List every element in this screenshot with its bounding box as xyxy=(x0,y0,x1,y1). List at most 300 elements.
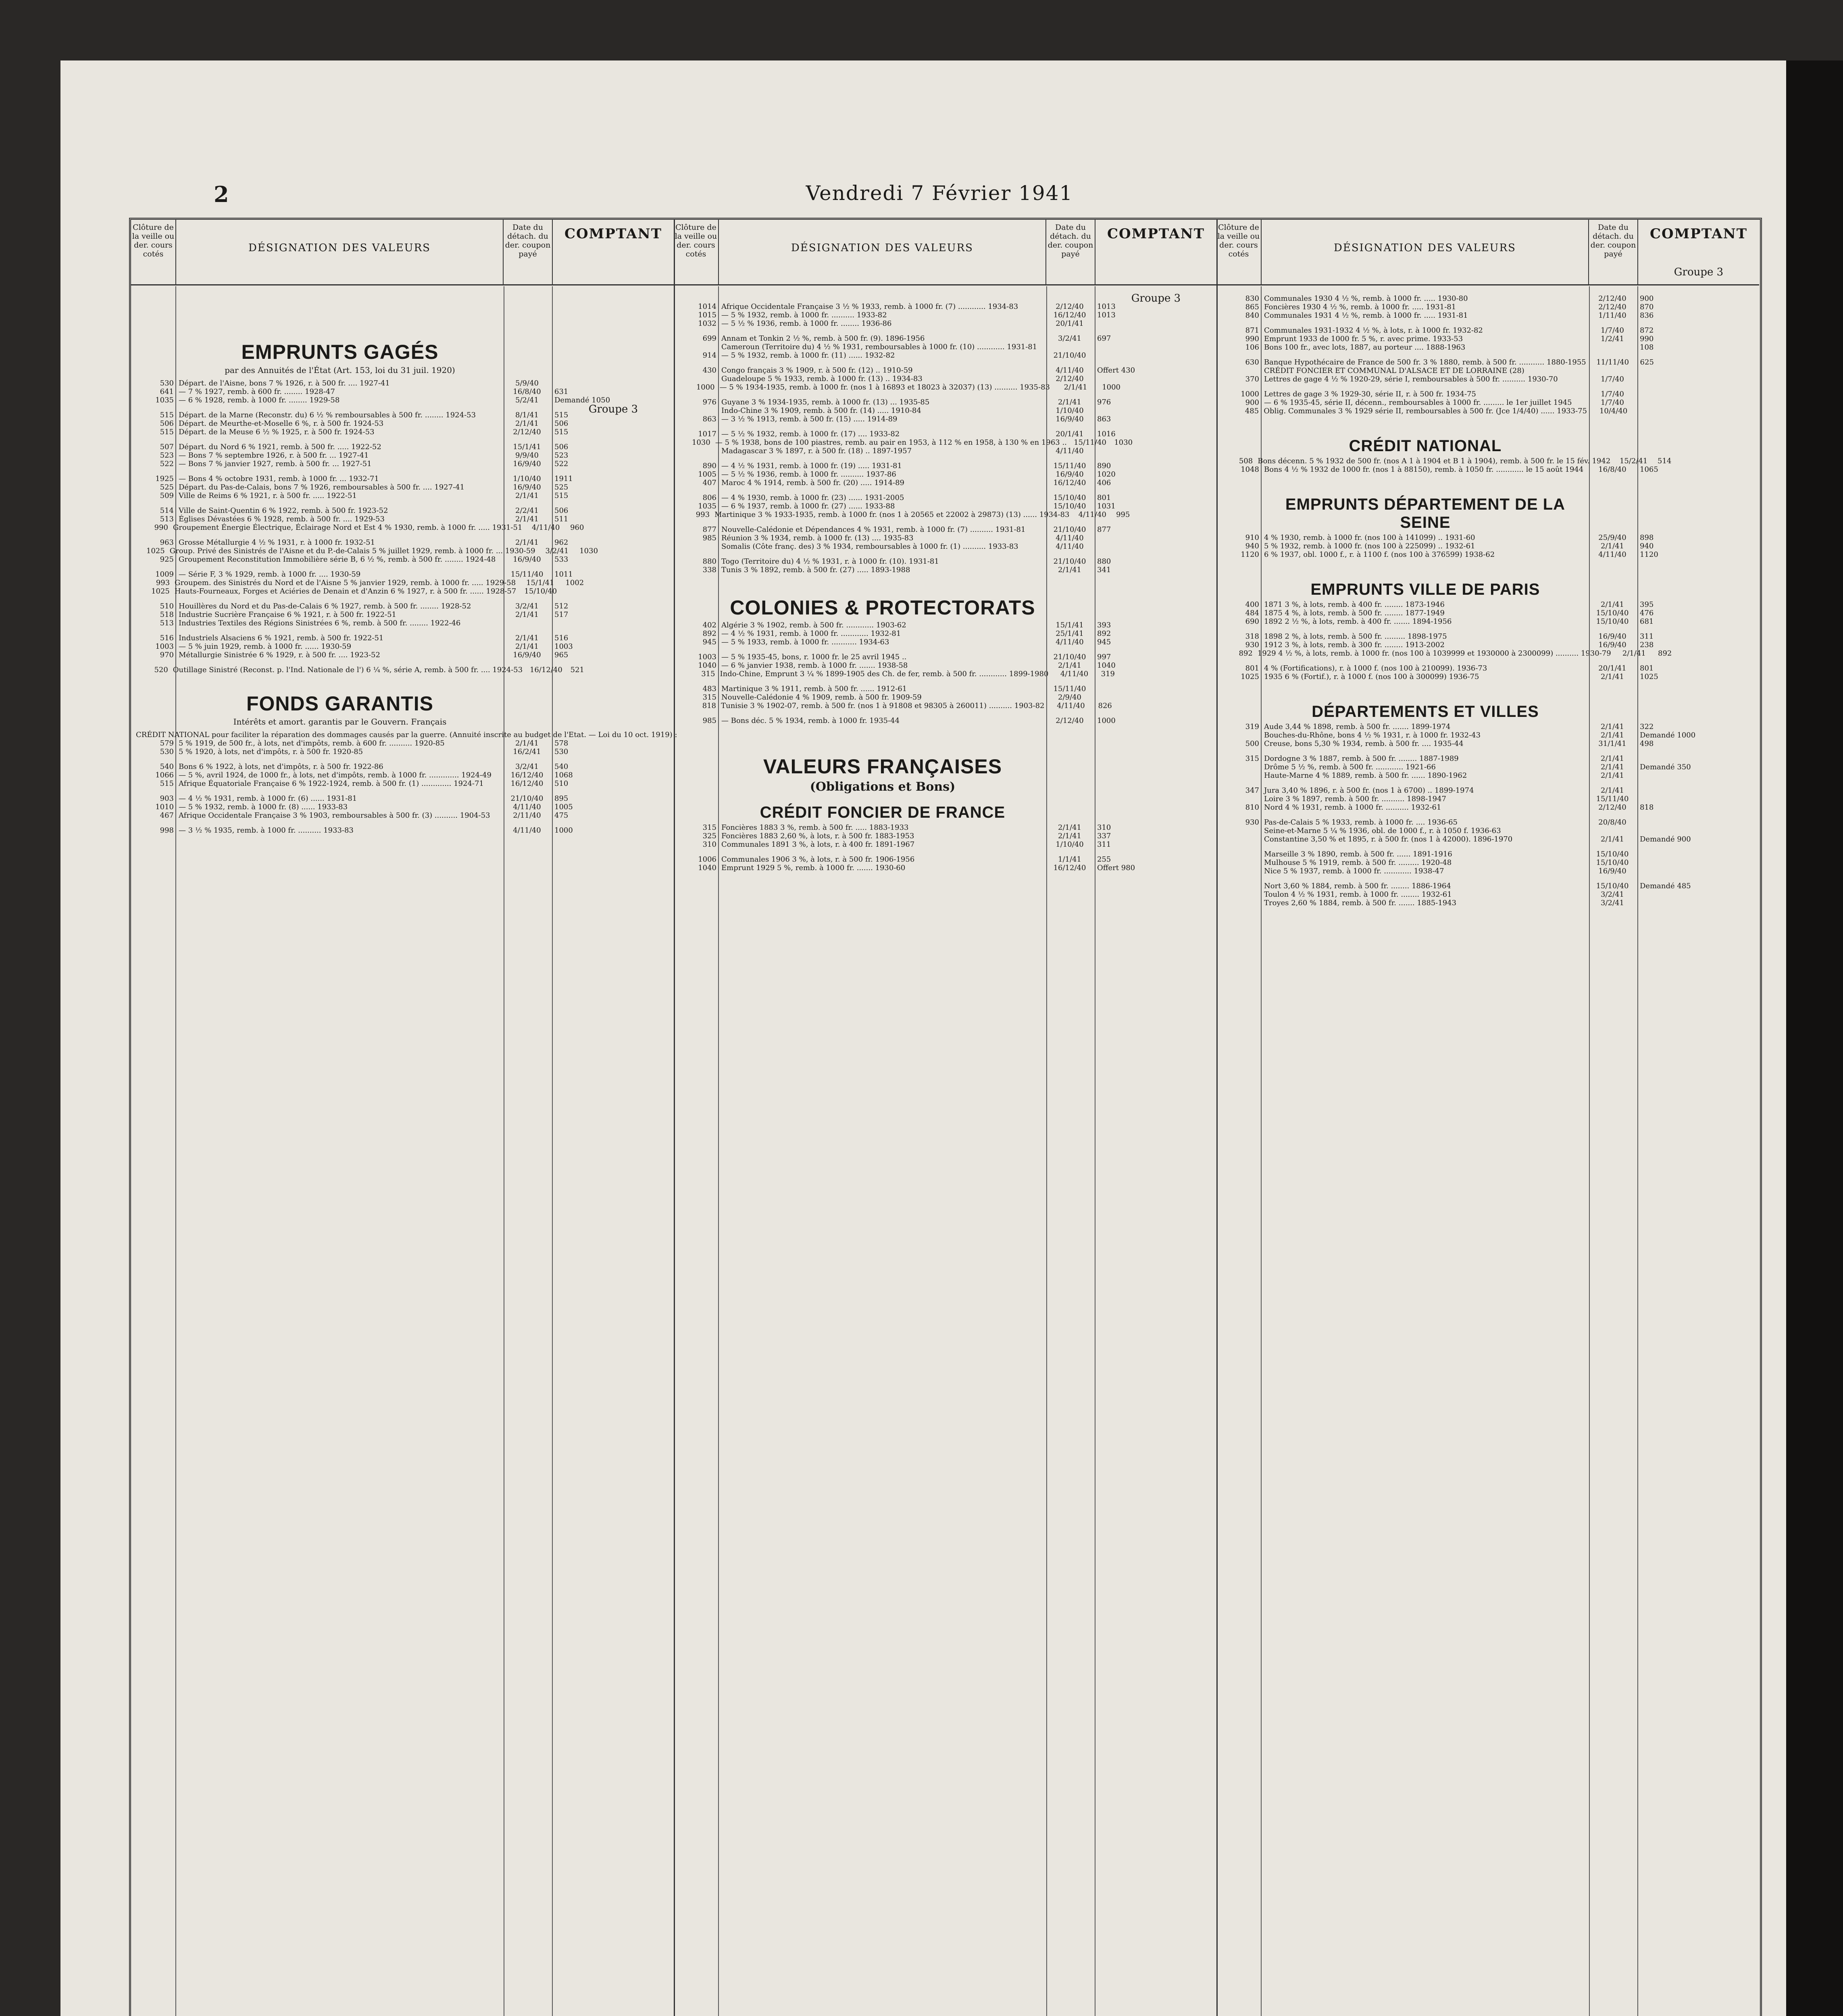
designation-cell: Group. Privé des Sinistrés de l'Aisne et du P.-de-Calais 5 % juillet 1929, remb. à 1000 fr. ... 1930-59 xyxy=(169,547,535,555)
previous-close-cell: 400 xyxy=(1245,600,1259,609)
table-row xyxy=(1216,457,1759,465)
previous-close-cell: 985 xyxy=(702,716,716,725)
comptant-cell: 976 xyxy=(1097,398,1111,406)
coupon-date-cell: 1/11/40 xyxy=(1598,311,1626,320)
table-row xyxy=(674,702,1216,710)
table-row xyxy=(131,731,677,739)
coupon-date-cell: 21/10/40 xyxy=(1053,525,1086,534)
previous-close-cell: 900 xyxy=(1245,398,1259,407)
table-row xyxy=(1216,294,1759,303)
coupon-date-cell: 2/1/41 xyxy=(515,610,539,619)
previous-close-cell: 483 xyxy=(702,685,716,693)
comptant-cell: 522 xyxy=(554,460,569,468)
coupon-date-cell: 20/1/41 xyxy=(1056,430,1084,438)
table-row xyxy=(1216,867,1759,875)
previous-close-cell: 530 xyxy=(160,748,174,756)
comptant-cell: 836 xyxy=(1640,311,1654,320)
entries-list xyxy=(1216,723,1759,907)
comptant-cell: 1030 xyxy=(579,547,598,555)
designation-cell: — 4 ½ % 1931, remb. à 1000 fr. (6) ...... 1931-81 xyxy=(179,794,357,803)
comptant-cell xyxy=(1095,534,1216,542)
coupon-date-cell: 15/2/41 xyxy=(1619,457,1648,465)
designation-cell: Lettres de gage 4 ½ % 1920-29, série I, remboursables à 500 fr. .......... 1930-70 xyxy=(1264,375,1558,383)
table-row xyxy=(674,415,1216,423)
previous-close-cell: 515 xyxy=(160,428,174,436)
previous-close-cell: 319 xyxy=(1245,723,1259,731)
previous-close-cell: 925 xyxy=(160,555,174,564)
previous-close-cell: 990 xyxy=(154,523,168,532)
entries-list xyxy=(674,302,1216,574)
previous-close-cell: 315 xyxy=(1245,754,1259,763)
coupon-date-cell: 2/1/41 xyxy=(515,538,539,547)
coupon-date-cell: 20/1/41 xyxy=(1598,664,1626,673)
previous-close-cell: 514 xyxy=(160,506,174,515)
table-row xyxy=(674,502,1216,510)
coupon-date-cell: 4/11/40 xyxy=(1056,638,1084,646)
comptant-cell: 1013 xyxy=(1097,302,1116,311)
previous-close-cell: 940 xyxy=(1245,542,1259,550)
table-row xyxy=(131,555,674,564)
comptant-cell: 521 xyxy=(570,666,584,674)
comptant-cell: 1030 xyxy=(1114,438,1133,447)
designation-cell: Bons décenn. 5 % 1932 de 500 fr. (nos A 1 à 1904 et B 1 à 1904), remb. à 500 fr. le 15 fév. 1942 xyxy=(1258,457,1611,465)
coupon-date-cell xyxy=(1589,343,1637,352)
table-row xyxy=(674,534,1216,542)
comptant-cell: 697 xyxy=(1097,334,1111,343)
designation-cell: CRÉDIT FONCIER ET COMMUNAL D'ALSACE ET DE LORRAINE (28) xyxy=(1264,367,1524,375)
designation-cell: — 6 % 1935-45, série II, décenn., remboursables à 1000 fr. ......... le 1er juillet 1945 xyxy=(1264,398,1572,407)
comptant-cell xyxy=(1637,754,1759,763)
header-coupon-date: Date du détach. du der. coupon payé xyxy=(1046,220,1095,284)
designation-cell: 5 % 1920, à lots, net d'impôts, r. à 500 fr. 1920-85 xyxy=(179,748,363,756)
coupon-date-cell: 2/1/41 xyxy=(1058,566,1081,574)
comptant-cell: 880 xyxy=(1097,557,1111,566)
comptant-cell: 995 xyxy=(1116,510,1130,519)
comptant-cell: 1013 xyxy=(1097,311,1116,319)
comptant-cell: 990 xyxy=(1640,335,1654,343)
coupon-date-cell: 15/11/40 xyxy=(1053,685,1086,693)
table-row xyxy=(1216,890,1759,899)
comptant-cell: 319 xyxy=(1101,670,1115,678)
table-row xyxy=(1216,303,1759,311)
coupon-date-cell: 3/2/41 xyxy=(545,547,569,555)
comptant-cell: 475 xyxy=(554,811,569,820)
designation-cell: Banque Hypothécaire de France de 500 fr. 3 % 1880, remb. à 500 fr. ........... 1880-1955 xyxy=(1264,358,1586,367)
designation-cell: Bons 100 fr., avec lots, 1887, au porteur .... 1888-1963 xyxy=(1264,343,1466,352)
previous-close-cell: 865 xyxy=(1245,303,1259,311)
previous-close-cell: 1066 xyxy=(155,771,174,779)
table-row xyxy=(674,864,1216,872)
previous-close-cell: 515 xyxy=(160,779,174,788)
designation-cell: Industries Textiles des Régions Sinistrées 6 %, remb. à 500 fr. ........ 1922-46 xyxy=(179,619,461,627)
coupon-date-cell: 2/12/40 xyxy=(1056,375,1084,383)
comptant-cell xyxy=(1637,771,1759,780)
previous-close-cell: 508 xyxy=(1239,457,1253,465)
comptant-cell xyxy=(1637,867,1759,875)
previous-close-cell: 840 xyxy=(1245,311,1259,320)
comptant-cell: 516 xyxy=(554,634,569,642)
column-header xyxy=(674,220,1216,285)
comptant-cell: 530 xyxy=(554,748,569,756)
coupon-date-cell: 20/1/41 xyxy=(1056,319,1084,328)
comptant-cell: 892 xyxy=(1097,629,1111,638)
previous-close-cell: 310 xyxy=(702,840,716,849)
coupon-date-cell: 15/11/40 xyxy=(1596,795,1629,803)
comptant-cell: 1031 xyxy=(1097,502,1116,510)
comptant-cell xyxy=(1095,375,1216,383)
header-coupon-date: Date du détach. du der. coupon payé xyxy=(1589,220,1638,284)
coupon-date-cell xyxy=(1589,367,1637,375)
comptant-cell xyxy=(1637,858,1759,867)
previous-close-cell: 370 xyxy=(1245,375,1259,383)
previous-close-cell xyxy=(1216,763,1261,771)
designation-cell: — 5 % juin 1929, remb. à 1000 fr. ...... 1930-59 xyxy=(179,642,352,651)
designation-cell: Églises Dévastées 6 % 1928, remb. à 500 fr. .... 1929-53 xyxy=(179,515,385,523)
comptant-cell xyxy=(1095,685,1216,693)
coupon-date-cell: 2/1/41 xyxy=(1058,832,1081,840)
coupon-date-cell: 15/10/40 xyxy=(1596,609,1629,617)
coupon-date-cell: 16/9/40 xyxy=(1598,632,1626,641)
table-row xyxy=(1216,390,1759,398)
comptant-cell: 1000 xyxy=(1102,383,1120,392)
section-title: EMPRUNTS VILLE DE PARIS xyxy=(1310,581,1540,598)
table-row xyxy=(131,762,674,771)
comptant-cell: Demandé 1050 xyxy=(554,396,610,404)
comptant-cell: 506 xyxy=(554,443,569,451)
designation-cell: Industriels Alsaciens 6 % 1921, remb. à 500 fr. 1922-51 xyxy=(179,634,384,642)
header-designation: DÉSIGNATION DES VALEURS xyxy=(1262,220,1589,284)
previous-close-cell: 513 xyxy=(160,619,174,627)
previous-close-cell: 1014 xyxy=(698,302,716,311)
comptant-cell xyxy=(552,619,674,627)
coupon-date-cell: 2/12/40 xyxy=(1598,303,1626,311)
entries-list xyxy=(1216,294,1759,415)
page-number: 2 xyxy=(214,181,229,207)
table-row xyxy=(131,523,674,532)
previous-close-cell: 315 xyxy=(702,693,716,702)
table-row xyxy=(1216,858,1759,867)
table-row xyxy=(674,685,1216,693)
previous-close-cell: 525 xyxy=(160,483,174,492)
designation-cell: Groupement Énergie Électrique, Éclairage Nord et Est 4 % 1930, remb. à 1000 fr. ..... 1931-51 xyxy=(173,523,523,532)
coupon-date-cell: 16/9/40 xyxy=(1598,867,1626,875)
comptant-cell xyxy=(1637,398,1759,407)
table-row xyxy=(131,579,674,587)
previous-close-cell xyxy=(1216,367,1261,375)
comptant-cell: 1911 xyxy=(554,475,573,483)
section-title: VALEURS FRANÇAISES xyxy=(763,755,1002,778)
coupon-date-cell: 16/2/41 xyxy=(513,748,541,756)
designation-cell: Groupem. des Sinistrés du Nord et de l'Aisne 5 % janvier 1929, remb. à 1000 fr. ..... 1929-58 xyxy=(175,579,516,587)
coupon-date-cell: 15/10/40 xyxy=(1053,494,1086,502)
coupon-date-cell: 1/10/40 xyxy=(513,475,541,483)
previous-close-cell: 990 xyxy=(1245,335,1259,343)
table-row xyxy=(131,826,674,835)
previous-close-cell: 1009 xyxy=(155,570,174,579)
previous-close-cell: 485 xyxy=(1245,407,1259,415)
previous-close-cell: 1035 xyxy=(155,396,174,404)
comptant-cell: 533 xyxy=(554,555,569,564)
designation-cell: Outillage Sinistré (Reconst. p. l'Ind. Nationale de l') 6 ¼ %, série A, remb. à 500 fr. .... 1924-53 xyxy=(173,666,523,674)
comptant-cell: 1000 xyxy=(554,826,573,835)
coupon-date-cell: 2/1/41 xyxy=(1601,542,1624,550)
comptant-cell xyxy=(1637,899,1759,907)
table-row xyxy=(131,587,674,596)
designation-cell: 5 % 1932, remb. à 1000 fr. (nos 100 à 225099) .. 1932-61 xyxy=(1264,542,1475,550)
designation-cell: — 5 % 1932, remb. à 1000 fr. .......... 1933-82 xyxy=(721,311,887,319)
table-row xyxy=(131,492,674,500)
coupon-date-cell: 4/11/40 xyxy=(1056,366,1084,375)
previous-close-cell: 880 xyxy=(702,557,716,566)
header-previous-close: Clôture de la veille ou der. cours cotés xyxy=(1216,220,1262,284)
previous-close-cell: 106 xyxy=(1245,343,1259,352)
coupon-date-cell: 15/11/40 xyxy=(1074,438,1107,447)
coupon-date-cell: 25/9/40 xyxy=(1598,533,1626,542)
table-row xyxy=(1216,818,1759,827)
designation-cell: Afrique Occidentale Française 3 ½ % 1933, remb. à 1000 fr. (7) ............ 1934-83 xyxy=(721,302,1018,311)
table-row xyxy=(131,642,674,651)
comptant-cell xyxy=(1095,542,1216,551)
comptant-cell: 870 xyxy=(1640,303,1654,311)
previous-close-cell: 1015 xyxy=(698,311,716,319)
previous-close-cell: 1925 xyxy=(155,475,174,483)
previous-close-cell: 863 xyxy=(702,415,716,423)
previous-close-cell: 507 xyxy=(160,443,174,451)
table-row xyxy=(1216,754,1759,763)
comptant-cell: 940 xyxy=(1640,542,1654,550)
table-row xyxy=(131,547,674,555)
previous-close-cell xyxy=(674,343,718,351)
previous-close-cell xyxy=(1216,899,1261,907)
designation-cell: Départ. du Pas-de-Calais, bons 7 % 1926, remboursables à 500 fr. .... 1927-41 xyxy=(179,483,465,492)
designation-cell: 1935 6 % (Fortif.), r. à 1000 f. (nos 100 à 300099) 1936-75 xyxy=(1264,673,1479,681)
designation-cell: Emprunt 1933 de 1000 fr. 5 %, r. avec prime. 1933-53 xyxy=(1264,335,1463,343)
coupon-date-cell: 2/1/41 xyxy=(1601,786,1624,795)
coupon-date-cell: 2/2/41 xyxy=(515,506,539,515)
designation-cell: 4 % (Fortifications), r. à 1000 f. (nos 100 à 210099). 1936-73 xyxy=(1264,664,1487,673)
designation-cell: Dordogne 3 % 1887, remb. à 500 fr. ........ 1887-1989 xyxy=(1264,754,1459,763)
section-title: FONDS GARANTIS xyxy=(246,692,433,715)
coupon-date-cell: 16/12/40 xyxy=(1053,864,1086,872)
book-gutter xyxy=(1786,60,1843,2016)
section-title: EMPRUNTS DÉPARTEMENT DE LA SEINE xyxy=(1285,496,1566,531)
table-column-2 xyxy=(674,220,1218,2016)
designation-cell: Nord 4 % 1931, remb. à 1000 fr. .......... 1932-61 xyxy=(1264,803,1441,812)
table-row xyxy=(131,602,674,610)
coupon-date-cell: 16/9/40 xyxy=(513,460,541,468)
coupon-date-cell: 2/1/41 xyxy=(1058,823,1081,832)
table-row xyxy=(674,311,1216,319)
header-comptant: COMPTANT xyxy=(1107,226,1205,242)
previous-close-cell: 945 xyxy=(702,638,716,646)
comptant-cell: 892 xyxy=(1658,649,1672,658)
designation-cell: — 6 % janvier 1938, remb. à 1000 fr. ....... 1938-58 xyxy=(721,661,908,670)
coupon-date-cell: 15/11/40 xyxy=(510,570,544,579)
designation-cell: Communales 1891 3 %, à lots, r. à 400 fr. 1891-1967 xyxy=(721,840,915,849)
coupon-date-cell: 4/11/40 xyxy=(513,803,541,811)
designation-cell: Foncières 1930 4 ½ %, remb. à 1000 fr. ..... 1931-81 xyxy=(1264,303,1456,311)
table-row xyxy=(1216,600,1759,609)
comptant-cell: 965 xyxy=(554,651,569,659)
comptant-cell xyxy=(1637,890,1759,899)
header-previous-close: Clôture de la veille ou der. cours cotés xyxy=(131,220,176,284)
comptant-cell xyxy=(1637,375,1759,383)
previous-close-cell: 1005 xyxy=(698,470,716,479)
designation-cell: Mulhouse 5 % 1919, remb. à 500 fr. ......... 1920-48 xyxy=(1264,858,1452,867)
coupon-date-cell: 4/11/40 xyxy=(1056,447,1084,455)
quotation-table xyxy=(129,218,1762,2016)
designation-cell: Martinique 3 % 1933-1935, remb. à 1000 fr. (nos 1 à 20565 et 22002 à 29873) (13) ...... 1934-83 xyxy=(714,510,1070,519)
previous-close-cell: 318 xyxy=(1245,632,1259,641)
coupon-date-cell: 15/1/41 xyxy=(513,443,541,451)
designation-cell: Grosse Métallurgie 4 ½ % 1931, r. à 1000 fr. 1932-51 xyxy=(179,538,375,547)
previous-close-cell: 467 xyxy=(160,811,174,820)
table-row xyxy=(1216,632,1759,641)
comptant-cell: 341 xyxy=(1097,566,1111,574)
coupon-date-cell: 4/11/40 xyxy=(1078,510,1106,519)
previous-close-cell: 1032 xyxy=(698,319,716,328)
previous-close-cell: 506 xyxy=(160,419,174,428)
table-row xyxy=(131,483,674,492)
previous-close-cell: 513 xyxy=(160,515,174,523)
coupon-date-cell: 1/7/40 xyxy=(1601,390,1624,398)
previous-close-cell xyxy=(674,406,718,415)
table-row xyxy=(1216,375,1759,383)
previous-close-cell: 630 xyxy=(1245,358,1259,367)
previous-close-cell: 963 xyxy=(160,538,174,547)
previous-close-cell: 892 xyxy=(702,629,716,638)
coupon-date-cell: 3/2/41 xyxy=(1058,334,1081,343)
comptant-cell: 863 xyxy=(1097,415,1111,423)
comptant-cell xyxy=(1637,818,1759,827)
comptant-cell: 406 xyxy=(1097,479,1111,487)
table-row xyxy=(131,515,674,523)
header-designation: DÉSIGNATION DES VALEURS xyxy=(176,220,504,284)
table-row xyxy=(1216,795,1759,803)
previous-close-cell: 338 xyxy=(702,566,716,574)
coupon-date-cell: 15/10/40 xyxy=(1596,850,1629,858)
table-row xyxy=(1216,882,1759,890)
designation-cell: Oblig. Communales 3 % 1929 série II, remboursables à 500 fr. (Jce 1/4/40) ...... 1933-75 xyxy=(1264,407,1587,415)
coupon-date-cell: 2/1/41 xyxy=(1601,763,1624,771)
table-row xyxy=(131,771,674,779)
coupon-date-cell: 20/8/40 xyxy=(1598,818,1626,827)
section-subtitle: (Obligations et Bons) xyxy=(810,780,956,794)
comptant-cell xyxy=(1095,447,1216,455)
previous-close-cell: 523 xyxy=(160,451,174,460)
table-row xyxy=(1216,803,1759,812)
coupon-date-cell: 8/1/41 xyxy=(515,411,539,419)
designation-cell: — 5 % 1934-1935, remb. à 1000 fr. (nos 1 à 16893 et 18023 à 32037) (13) .......... 1935-83 xyxy=(719,383,1050,392)
table-row xyxy=(674,693,1216,702)
header-comptant: COMPTANT xyxy=(564,226,662,242)
coupon-date-cell xyxy=(1046,343,1095,351)
table-row xyxy=(674,629,1216,638)
previous-close-cell xyxy=(1216,827,1261,835)
comptant-cell: 238 xyxy=(1640,641,1654,649)
group-label: Groupe 3 xyxy=(1131,292,1181,304)
group-label: Groupe 3 xyxy=(588,403,638,415)
table-row xyxy=(1216,786,1759,795)
comptant-cell xyxy=(1095,351,1216,360)
previous-close-cell xyxy=(1216,795,1261,803)
header-designation: DÉSIGNATION DES VALEURS xyxy=(719,220,1046,284)
designation-cell: 1871 3 %, à lots, remb. à 400 fr. ........ 1873-1946 xyxy=(1264,600,1445,609)
table-row xyxy=(131,570,674,579)
table-row xyxy=(674,525,1216,534)
coupon-date-cell: 16/12/40 xyxy=(510,779,544,788)
previous-close-cell: 1010 xyxy=(155,803,174,811)
coupon-date-cell: 31/1/41 xyxy=(1598,739,1626,748)
comptant-cell: 506 xyxy=(554,506,569,515)
coupon-date-cell: 16/9/40 xyxy=(1056,470,1084,479)
comptant-cell: 517 xyxy=(554,610,569,619)
comptant-cell: 872 xyxy=(1640,326,1654,335)
table-row xyxy=(131,739,674,748)
coupon-date-cell: 16/12/40 xyxy=(529,666,562,674)
table-row xyxy=(674,638,1216,646)
coupon-date-cell: 5/9/40 xyxy=(515,379,539,387)
previous-close-cell: 1048 xyxy=(1241,465,1259,474)
previous-close-cell xyxy=(1216,771,1261,780)
previous-close-cell: 1025 xyxy=(146,547,165,555)
table-row xyxy=(674,351,1216,360)
designation-cell: Guyane 3 % 1934-1935, remb. à 1000 fr. (13) ... 1935-85 xyxy=(721,398,930,406)
designation-cell: Afrique Occidentale Française 3 % 1903, remboursables à 500 fr. (3) .......... 1904-53 xyxy=(179,811,490,820)
coupon-date-cell: 1/7/40 xyxy=(1601,375,1624,383)
designation-cell: — Bons 4 % octobre 1931, remb. à 1000 fr. ... 1932-71 xyxy=(179,475,379,483)
coupon-date-cell: 11/11/40 xyxy=(1596,358,1629,367)
previous-close-cell: 1040 xyxy=(698,661,716,670)
comptant-cell: 960 xyxy=(570,523,584,532)
comptant-cell: 512 xyxy=(554,602,569,610)
section-subtitle: par des Annuités de l'État (Art. 153, loi du 31 juil. 1920) xyxy=(225,365,455,375)
table-row xyxy=(1216,343,1759,352)
designation-cell: Bons 4 ½ % 1932 de 1000 fr. (nos 1 à 88150), remb. à 1050 fr. ............ le 15 août 1944 xyxy=(1264,465,1584,474)
table-row xyxy=(674,479,1216,487)
designation-cell: Départ. de Meurthe-et-Moselle 6 %, r. à 500 fr. 1924-53 xyxy=(179,419,384,428)
designation-cell: 1898 2 %, à lots, remb. à 500 fr. ......... 1898-1975 xyxy=(1264,632,1447,641)
previous-close-cell xyxy=(1216,882,1261,890)
designation-cell: — 5 % 1933, remb. à 1000 fr. ........... 1934-63 xyxy=(721,638,889,646)
coupon-date-cell: 4/11/40 xyxy=(513,826,541,835)
comptant-cell: Demandé 900 xyxy=(1640,835,1691,843)
previous-close-cell: 540 xyxy=(160,762,174,771)
designation-cell: — 5 % 1938, bons de 100 piastres, remb. au pair en 1953, à 112 % en 1958, à 130 % en 1963 .. xyxy=(715,438,1067,447)
table-row xyxy=(674,716,1216,725)
designation-cell: Creuse, bons 5,30 % 1934, remb. à 500 fr. .... 1935-44 xyxy=(1264,739,1464,748)
previous-close-cell xyxy=(674,375,718,383)
designation-cell: — 5 %, avril 1924, de 1000 fr., à lots, net d'impôts, remb. à 1000 fr. ............. 1924-49 xyxy=(179,771,491,779)
comptant-cell: 515 xyxy=(554,492,569,500)
table-row xyxy=(1216,673,1759,681)
comptant-cell xyxy=(1637,795,1759,803)
coupon-date-cell: 15/11/40 xyxy=(1053,462,1086,470)
comptant-cell: 395 xyxy=(1640,600,1654,609)
coupon-date-cell: 16/9/40 xyxy=(513,651,541,659)
column-body xyxy=(1216,266,1759,2016)
coupon-date-cell xyxy=(1589,827,1637,835)
designation-cell: Lettres de gage 3 % 1929-30, série II, r. à 500 fr. 1934-75 xyxy=(1264,390,1476,398)
previous-close-cell: 1040 xyxy=(698,864,716,872)
designation-cell: — Série F, 3 % 1929, remb. à 1000 fr. .... 1930-59 xyxy=(179,570,361,579)
previous-close-cell: 484 xyxy=(1245,609,1259,617)
designation-cell: — 3 ½ % 1913, remb. à 500 fr. (15) ..... 1914-89 xyxy=(721,415,898,423)
coupon-date-cell: 15/10/40 xyxy=(1596,882,1629,890)
table-row xyxy=(1216,533,1759,542)
table-column-1 xyxy=(131,220,675,2016)
comptant-cell: 510 xyxy=(554,779,569,788)
